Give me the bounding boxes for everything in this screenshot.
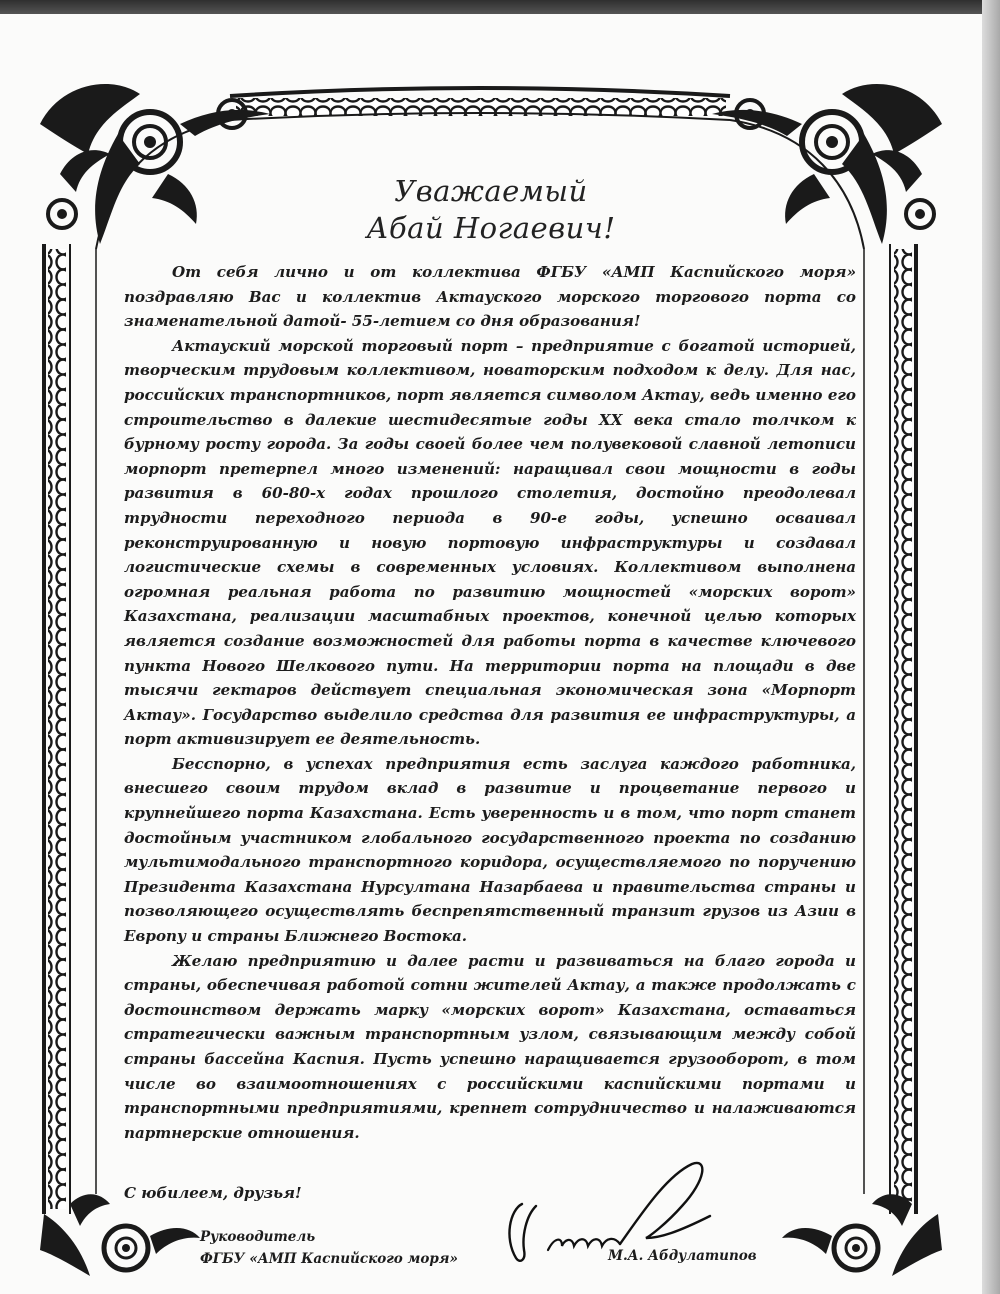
paragraph: Актауский морской торговый порт – предприятие с богатой историей, творческим трудовым коллективом, новаторским подходом к делу. Для нас, российских транспортников, порт является символом Актау, ведь именно его строительство в далекие шестидесятые годы ХХ века стало толчком к бурному росту города. За годы своей более чем полувековой славной летописи морпорт претерпел много изменений: наращивал свои мощности в годы развития в 60-80-х годах прошлого столетия, достойно преодолевал трудности переходного периода в 90-е годы, успешно осваивал реконструированную и новую портовую инфраструктуры и создавал логистические схемы в современных условиях. Коллективом выполнена огромная реальная работа по развитию мощностей «морских ворот» Казахстана, реализации масштабных проектов, конечной целью которых является создание возможностей для работы порта в качестве ключевого пункта Нового Шелкового пути. На территории порта на площади в две тысячи гектаров действует специальная экономическая зона «Морпорт Актау». Государство выделило средства для развития ее инфраструктуры, а порт активизирует ее деятельность. xyxy=(124,336,856,749)
paragraph: Бесспорно, в успехах предприятия есть заслуга каждого работника, внесшего своим трудом вклад в развитие и процветание первого и крупнейшего порта Казахстана. Есть уверенность и в том, что порт станет достойным участником глобального государственного проекта по созданию мультимодального транспортного коридора, осуществляемого по поручению Президента Казахстана Нурсултана Назарбаева и правительства страны и позволяющего осуществлять беспрепятственный транзит грузов из Азии в Европу и страны Ближнего Востока. xyxy=(124,754,856,946)
closing-greeting: С юбилеем, друзья! xyxy=(124,1184,302,1202)
letter-page xyxy=(0,14,982,1294)
signatory-name: М.А. Абдулатипов xyxy=(608,1248,757,1264)
salutation-line-2: Абай Ногаевич! xyxy=(366,211,616,245)
scan-edge-right xyxy=(982,0,1000,1294)
letter-body xyxy=(124,260,856,1145)
signatory-position xyxy=(200,1226,458,1270)
position-line-1: Руководитель xyxy=(200,1229,316,1245)
paragraph: Желаю предприятию и далее расти и развиваться на благо города и страны, обеспечивая работой сотни жителей Актау, а также продолжать с достоинством держать марку «морских ворот» Казахстана, оставаться стратегически важным транспортным узлом, связывающим между собой страны бассейна Каспия. Пусть успешно наращивается грузооборот, в том числе во взаимоотношениях с российскими каспийскими портами и транспортными предприятиями, крепнет сотрудничество и налаживаются партнерские отношения. xyxy=(124,951,856,1142)
paragraph: От себя лично и от коллектива ФГБУ «АМП Каспийского моря» поздравляю Вас и коллектив Актауского морского торгового порта со знаменательной датой- 55-летием со дня образования! xyxy=(124,263,856,331)
position-line-2: ФГБУ «АМП Каспийского моря» xyxy=(200,1251,458,1267)
salutation-line-1: Уважаемый xyxy=(394,174,588,208)
